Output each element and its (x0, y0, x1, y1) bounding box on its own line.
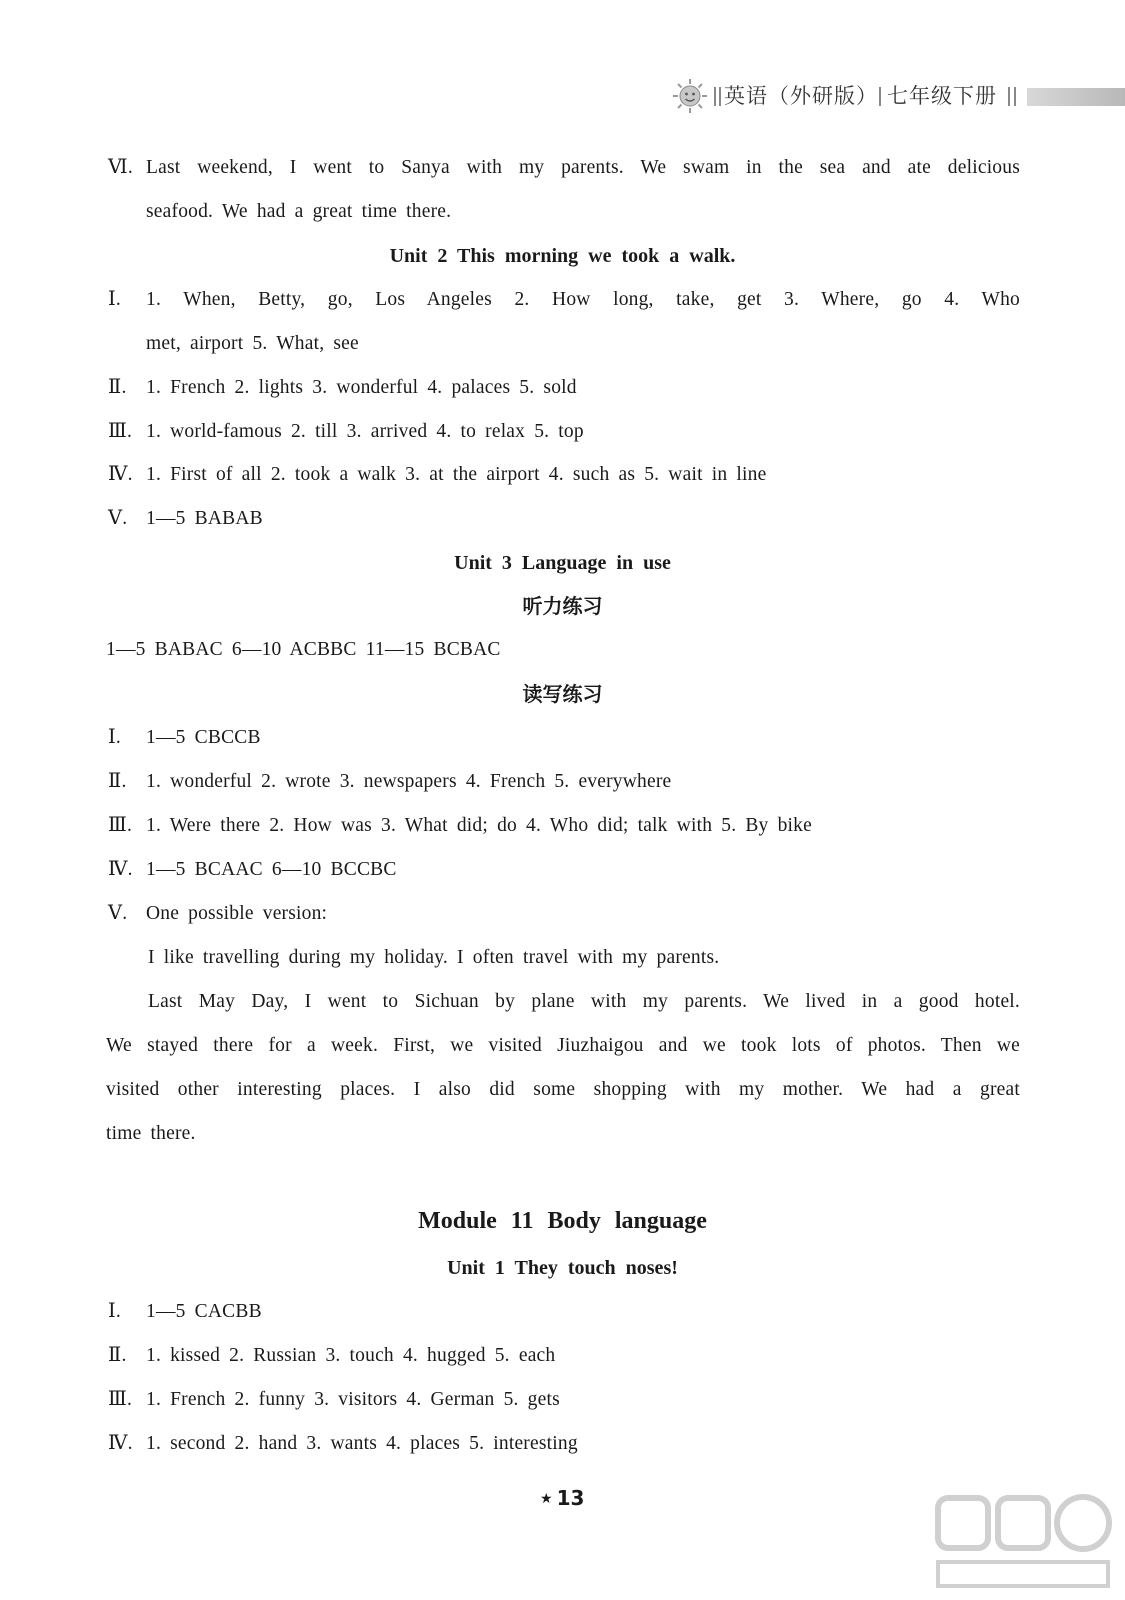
watermark-logo-icon (928, 1490, 1118, 1595)
answer-text: Last weekend, I went to Sanya with my parents. We swam in the sea and ate delicious (146, 157, 1020, 178)
header-divider (719, 87, 721, 106)
sun-logo-icon (672, 78, 708, 114)
roman-numeral: Ⅳ. (108, 859, 133, 880)
answer-text: 1. First of all 2. took a walk 3. at the airport 4. such as 5. wait in line (146, 464, 767, 485)
answer-text: 1. second 2. hand 3. wants 4. places 5. interesting (146, 1433, 578, 1454)
answer-text: seafood. We had a great time there. (146, 201, 452, 222)
answer-text: 1—5 BCAAC 6—10 BCCBC (146, 859, 397, 880)
answer-text: 1. world-famous 2. till 3. arrived 4. to relax 5. top (146, 421, 584, 442)
roman-numeral: Ⅴ. (108, 508, 128, 529)
page-number-value: 13 (556, 1486, 585, 1510)
answer-text: 1. wonderful 2. wrote 3. newspapers 4. French 5. everywhere (146, 771, 672, 792)
answer-text: met, airport 5. What, see (146, 333, 359, 354)
essay-line: time there. (106, 1123, 196, 1144)
roman-numeral: Ⅵ. (108, 157, 133, 178)
roman-numeral: Ⅰ. (108, 289, 121, 310)
unit-heading: Unit 1 They touch noses! (447, 1257, 678, 1279)
roman-numeral: Ⅰ. (108, 727, 121, 748)
answer-text: 1. When, Betty, go, Los Angeles 2. How long, take, get 3. Where, go 4. Who (146, 289, 1020, 310)
unit-heading: Unit 3 Language in use (454, 552, 671, 574)
header-decorative-strip (1027, 88, 1125, 106)
answer-text: 1. Were there 2. How was 3. What did; do 4. Who did; talk with 5. By bike (146, 815, 812, 836)
answer-text: 1—5 CACBB (146, 1301, 262, 1322)
reading-writing-heading: 读写练习 (522, 682, 603, 706)
roman-numeral: Ⅲ. (108, 1389, 133, 1410)
roman-numeral: Ⅲ. (108, 815, 133, 836)
star-icon: ★ (540, 1491, 553, 1507)
header-subject: 英语（外研版） (724, 84, 878, 108)
answer-label: One possible version: (146, 903, 328, 924)
answer-text: 1—5 CBCCB (146, 727, 261, 748)
answer-text: 1. kissed 2. Russian 3. touch 4. hugged 5. each (146, 1345, 556, 1366)
page-header (672, 76, 1125, 116)
roman-numeral: Ⅱ. (108, 1345, 127, 1366)
roman-numeral: Ⅱ. (108, 377, 127, 398)
roman-numeral: Ⅰ. (108, 1301, 121, 1322)
listening-heading: 听力练习 (522, 594, 603, 618)
header-grade: 七年级下册 (887, 84, 997, 108)
header-divider (1008, 87, 1010, 106)
module-heading: Module 11 Body language (418, 1208, 707, 1234)
header-divider (1014, 87, 1016, 106)
roman-numeral: Ⅳ. (108, 464, 133, 485)
roman-numeral: Ⅴ. (108, 903, 128, 924)
essay-paragraph: I like travelling during my holiday. I often travel with my parents. (148, 947, 720, 968)
unit-heading: Unit 2 This morning we took a walk. (389, 245, 736, 267)
essay-line: Last May Day, I went to Sichuan by plane with my parents. We lived in a good hotel. (148, 991, 1020, 1012)
essay-line: We stayed there for a week. First, we visited Jiuzhaigou and we took lots of photos. Then we (106, 1035, 1020, 1056)
answer-text: 1. French 2. funny 3. visitors 4. German 5. gets (146, 1389, 560, 1410)
header-divider (879, 87, 881, 106)
answer-text: 1—5 BABAC 6—10 ACBBC 11—15 BCBAC (106, 639, 501, 660)
page-number (540, 1486, 584, 1510)
roman-numeral: Ⅲ. (108, 421, 133, 442)
roman-numeral: Ⅳ. (108, 1433, 133, 1454)
essay-line: visited other interesting places. I also did some shopping with my mother. We had a great (106, 1079, 1020, 1100)
answer-text: 1. French 2. lights 3. wonderful 4. palaces 5. sold (146, 377, 577, 398)
answer-text: 1—5 BABAB (146, 508, 263, 529)
header-divider (714, 87, 716, 106)
roman-numeral: Ⅱ. (108, 771, 127, 792)
